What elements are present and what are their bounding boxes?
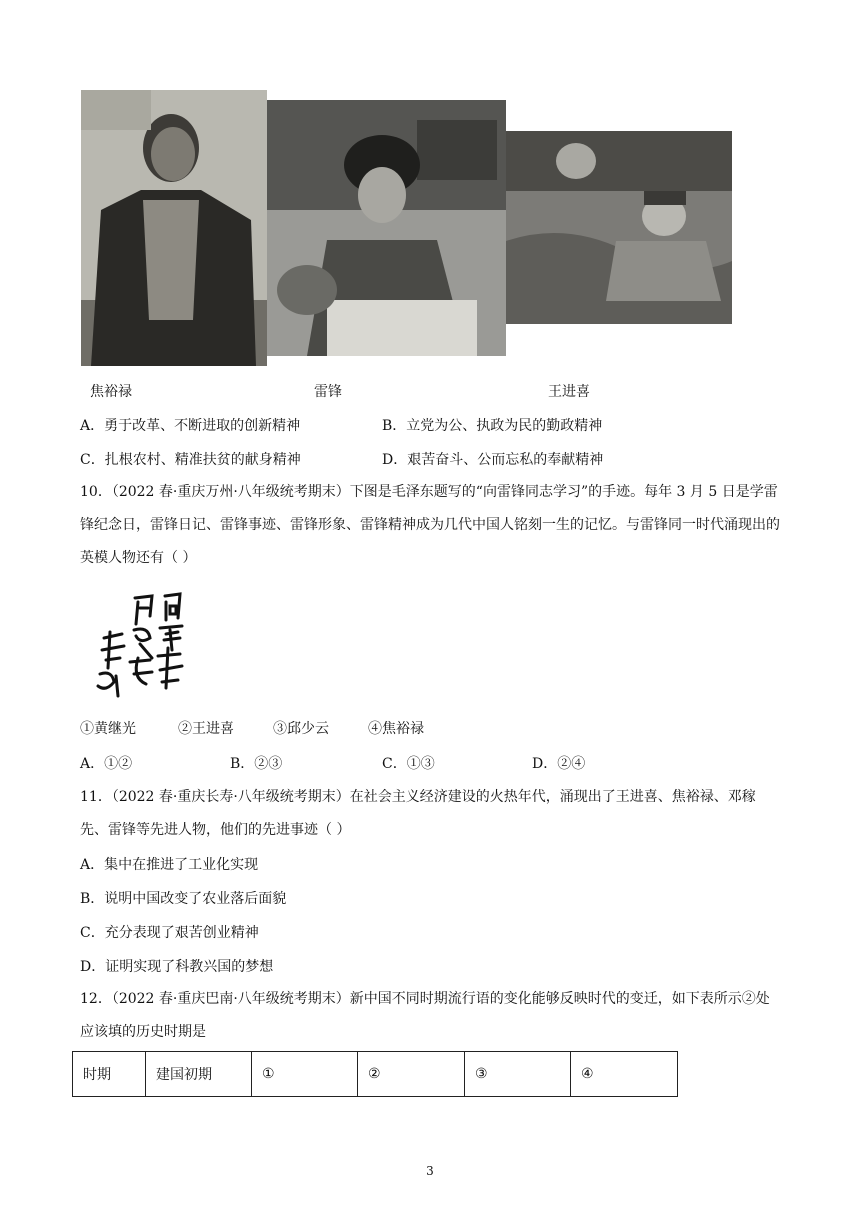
photo-jiao-yulu [81, 90, 267, 366]
q10-item-4: ④焦裕禄 [368, 721, 424, 737]
caption-lei-feng: 雷锋 [314, 384, 342, 400]
table-cell-header: 时期 [73, 1052, 146, 1097]
photo-jiao-yulu-image [81, 90, 267, 366]
caption-wang-jinxi: 王进喜 [548, 384, 590, 400]
calligraphy-image [90, 588, 190, 706]
q9-option-d[interactable]: D．艰苦奋斗、公而忘私的奉献精神 [382, 452, 604, 468]
q11-option-d[interactable]: D．证明实现了科教兴国的梦想 [80, 959, 274, 975]
q12-stem: 12．（2022 春·重庆巴南·八年级统考期末）新中国不同时期流行语的变化能够反映时代的变迁，如下表所示②处应该填的历史时期是 [80, 991, 770, 1040]
table-cell: ② [358, 1052, 465, 1097]
q11-option-a[interactable]: A．集中在推进了工业化实现 [80, 857, 259, 873]
q11-option-c[interactable]: C．充分表现了艰苦创业精神 [80, 925, 259, 941]
table-cell: 建国初期 [146, 1052, 252, 1097]
table-cell: ① [252, 1052, 358, 1097]
photo-wang-jinxi [506, 131, 732, 324]
q10-option-b[interactable]: B．②③ [230, 756, 283, 772]
q10-stem: 10．（2022 春·重庆万州·八年级统考期末）下图是毛泽东题写的“向雷锋同志学习”的手迹。每年 3 月 5 日是学雷锋纪念日，雷锋日记、雷锋事迹、雷锋形象、雷锋精神成为几代中国人铭刻一生的记忆。与雷锋同一时代涌现出的英模人物还有（ ） [80, 484, 780, 566]
q10-item-3: ③邱少云 [273, 721, 329, 737]
q11-stem: 11．（2022 春·重庆长寿·八年级统考期末）在社会主义经济建设的火热年代，涌现出了王进喜、焦裕禄、邓稼先、雷锋等先进人物，他们的先进事迹（ ） [80, 789, 756, 838]
photo-lei-feng-image [267, 100, 506, 356]
table-row [73, 1052, 678, 1097]
q10-option-a[interactable]: A．①② [80, 756, 133, 772]
q10-option-d[interactable]: D．②④ [532, 756, 586, 772]
q10-item-1: ①黄继光 [80, 721, 136, 737]
q9-option-b[interactable]: B．立党为公、执政为民的勤政精神 [382, 418, 603, 434]
photo-lei-feng [267, 100, 506, 356]
q11-option-b[interactable]: B．说明中国改变了农业落后面貌 [80, 891, 287, 907]
q10-item-2: ②王进喜 [178, 721, 234, 737]
q9-option-c[interactable]: C．扎根农村、精准扶贫的献身精神 [80, 452, 301, 468]
page-number: 3 [426, 1164, 434, 1178]
calligraphy-strokes [90, 588, 190, 706]
q10-option-c[interactable]: C．①③ [382, 756, 435, 772]
table-cell: ④ [571, 1052, 678, 1097]
photo-wang-jinxi-image [506, 131, 732, 324]
q12-period-table [72, 1051, 678, 1097]
table-cell: ③ [465, 1052, 571, 1097]
q9-option-a[interactable]: A．勇于改革、不断进取的创新精神 [80, 418, 301, 434]
caption-jiao-yulu: 焦裕禄 [90, 384, 132, 400]
